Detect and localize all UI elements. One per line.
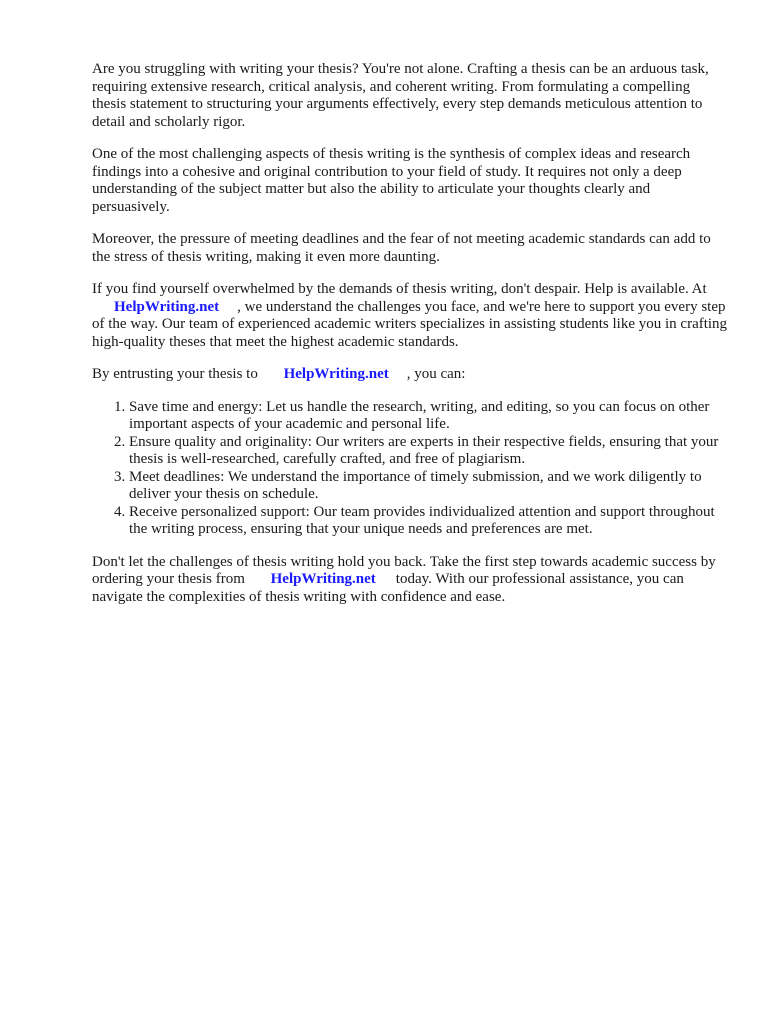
entrusting-text-after: , you can: <box>406 366 466 382</box>
entrusting-paragraph <box>92 366 728 384</box>
closing-text-after: today. With our professional assistance, you can navigate the complexities of thesis writing with confidence and ease. <box>92 571 684 605</box>
list-item: 1. Save time and energy: Let us handle the research, writing, and editing, so you can focus on other important aspects of your academic and personal life. <box>129 399 728 434</box>
helpwriting-link[interactable]: HelpWriting.net <box>270 571 376 587</box>
list-item: 2. Ensure quality and originality: Our writers are experts in their respective fields, ensuring that your thesis is well-researched, carefully crafted, and free of plagiarism. <box>129 434 728 469</box>
pressure-paragraph: Moreover, the pressure of meeting deadlines and the fear of not meeting academic standards can add to the stress of thesis writing, making it even more daunting. <box>92 231 711 265</box>
intro-paragraph: Are you struggling with writing your thesis? You're not alone. Crafting a thesis can be an arduous task, requiring extensive research, critical analysis, and coherent writing. From formulating a compelling thesis statement to structuring your arguments effectively, every step demands meticulous attention to detail and scholarly rigor. <box>92 61 709 130</box>
closing-paragraph <box>92 554 728 607</box>
entrusting-text-before: By entrusting your thesis to <box>92 366 258 382</box>
closing-text-before: Don't let the challenges of thesis writing hold you back. Take the first step towards academic success by ordering your thesis from <box>92 553 716 587</box>
benefits-list <box>92 399 728 539</box>
help-paragraph-text-before: If you find yourself overwhelmed by the demands of thesis writing, don't despair. Help is available. At <box>92 281 707 297</box>
help-paragraph-text-after: , we understand the challenges you face, and we're here to support you every step of the way. Our team of experienced academic writers specializes in assisting students like you in crafting high-quality theses that meet the highest academic standards. <box>92 298 728 350</box>
document-body <box>92 61 728 621</box>
helpwriting-link[interactable]: HelpWriting.net <box>114 298 220 315</box>
list-item: 4. Receive personalized support: Our team provides individualized attention and support throughout the writing process, ensuring that your unique needs and preferences are met. <box>129 504 728 539</box>
list-item: 3. Meet deadlines: We understand the importance of timely submission, and we work diligently to deliver your thesis on schedule. <box>129 469 728 504</box>
helpwriting-link[interactable]: HelpWriting.net <box>283 366 389 382</box>
help-paragraph <box>92 281 728 351</box>
challenge-paragraph: One of the most challenging aspects of thesis writing is the synthesis of complex ideas and research findings into a cohesive and original contribution to your field of study. It requires not only a deep understanding of the subject matter but also the ability to articulate your thoughts clearly and persuasively. <box>92 146 691 215</box>
